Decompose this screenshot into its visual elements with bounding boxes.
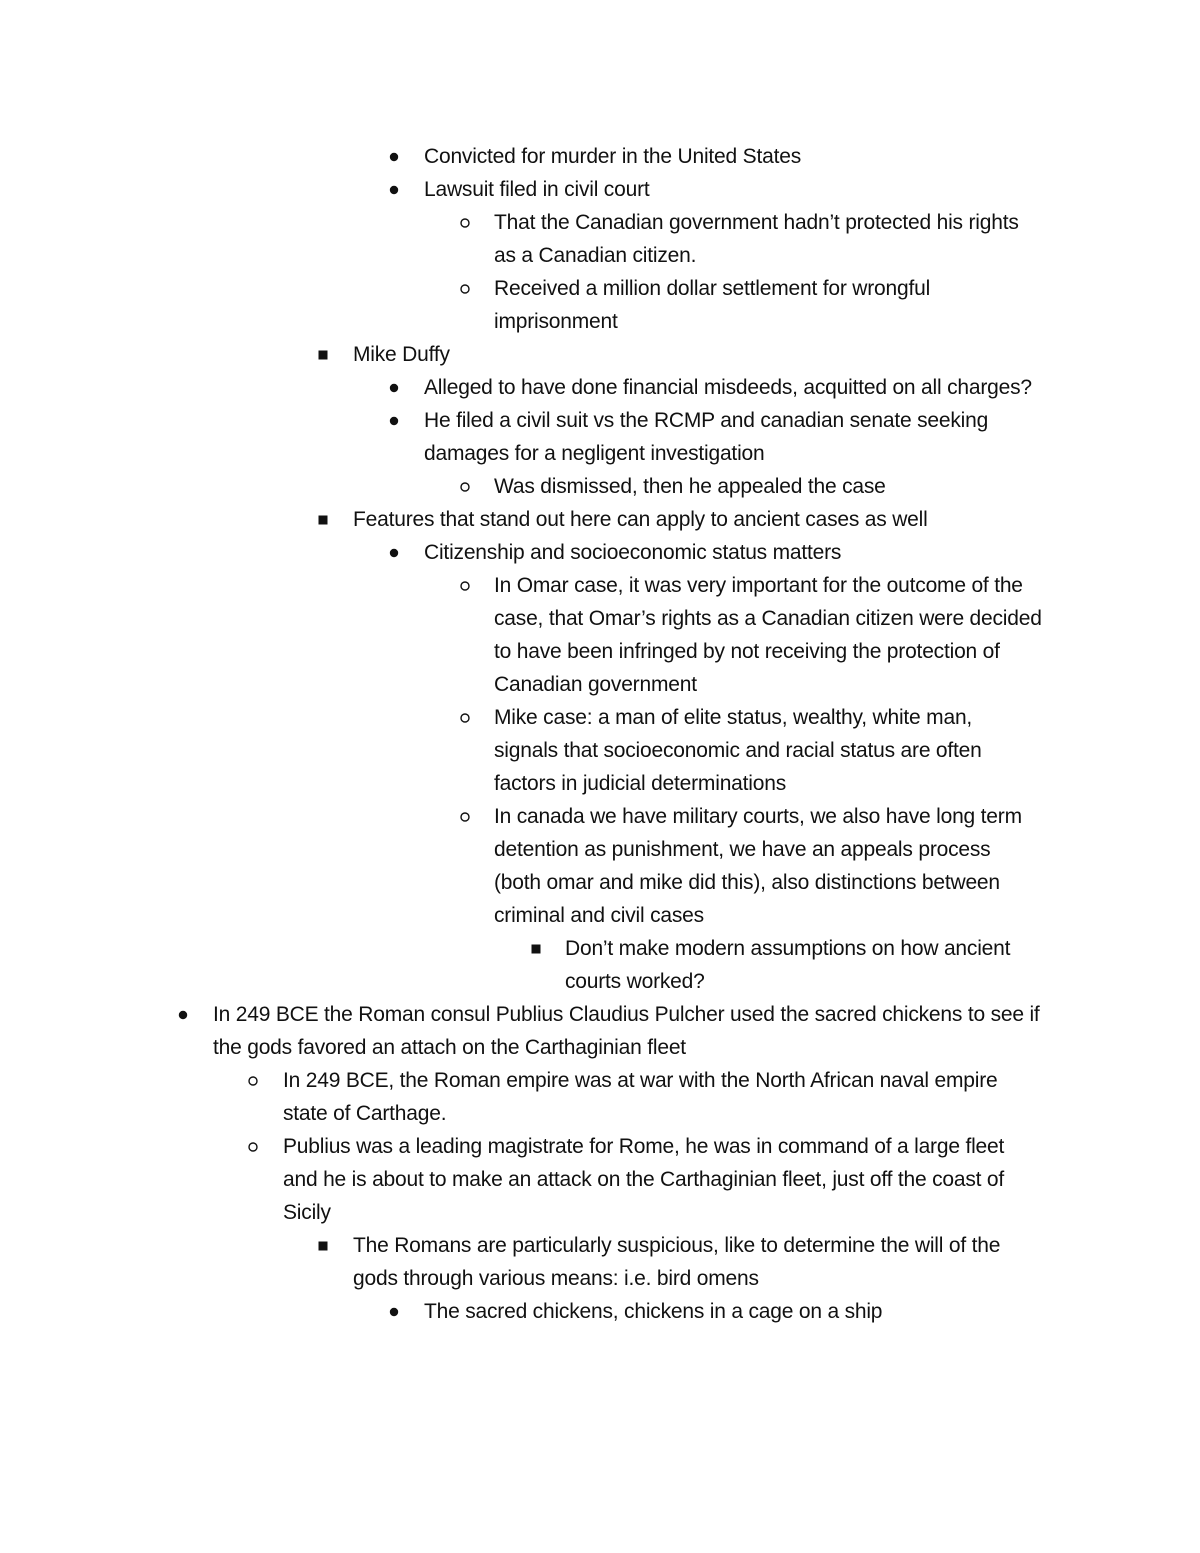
list-item <box>387 1295 1080 1328</box>
text-line: Citizenship and socioeconomic status matters <box>424 541 842 564</box>
list-item <box>387 371 1080 404</box>
bullet-circle-icon <box>458 470 482 503</box>
text-line: In 249 BCE, the Roman empire was at war with the North African naval empire <box>283 1069 998 1092</box>
text-line: Mike case: a man of elite status, wealthy, white man, <box>494 706 973 729</box>
text-line: signals that socioeconomic and racial status are often <box>494 739 982 762</box>
text-line: Received a million dollar settlement for wrongful <box>494 277 931 300</box>
list-item <box>387 404 1080 470</box>
text-line: as a Canadian citizen. <box>494 244 697 267</box>
list-item <box>458 206 1080 272</box>
text-line: courts worked? <box>565 970 705 993</box>
list-item-text <box>353 1229 1080 1295</box>
list-item-text <box>494 206 1080 272</box>
text-line: Convicted for murder in the United States <box>424 145 801 168</box>
list-item-text <box>283 1130 1080 1229</box>
list-item-text <box>283 1064 1080 1130</box>
bullet-circle-icon <box>246 1130 270 1163</box>
list-item-text <box>353 503 1080 536</box>
list-item <box>458 800 1080 932</box>
bullet-dot-icon <box>387 1295 411 1328</box>
list-item-text <box>213 998 1080 1064</box>
list-item-text <box>494 272 1080 338</box>
text-line: state of Carthage. <box>283 1102 447 1125</box>
text-line: In 249 BCE the Roman consul Publius Claudius Pulcher used the sacred chickens to see if <box>213 1003 1040 1026</box>
bullet-circle-icon <box>458 272 482 305</box>
bullet-circle-icon <box>458 701 482 734</box>
list-item <box>316 503 1080 536</box>
text-line: criminal and civil cases <box>494 904 704 927</box>
text-line: Features that stand out here can apply to ancient cases as well <box>353 508 928 531</box>
text-line: (both omar and mike did this), also distinctions between <box>494 871 1000 894</box>
list-item-text <box>424 173 1080 206</box>
list-item <box>176 998 1080 1064</box>
bullet-square-icon <box>316 503 340 536</box>
list-item <box>246 1064 1080 1130</box>
text-line: case, that Omar’s rights as a Canadian citizen were decided <box>494 607 1042 630</box>
list-item <box>246 1130 1080 1229</box>
bullet-circle-icon <box>458 206 482 239</box>
list-item <box>458 701 1080 800</box>
list-item-text <box>494 800 1080 932</box>
list-item <box>387 140 1080 173</box>
text-line: The Romans are particularly suspicious, like to determine the will of the <box>353 1234 1001 1257</box>
bullet-dot-icon <box>387 140 411 173</box>
text-line: Was dismissed, then he appealed the case <box>494 475 886 498</box>
text-line: In Omar case, it was very important for the outcome of the <box>494 574 1023 597</box>
list-item <box>458 272 1080 338</box>
text-line: the gods favored an attach on the Carthaginian fleet <box>213 1036 686 1059</box>
text-line: and he is about to make an attack on the Carthaginian fleet, just off the coast of <box>283 1168 1005 1191</box>
text-line: factors in judicial determinations <box>494 772 787 795</box>
bullet-dot-icon <box>387 371 411 404</box>
list-item <box>458 470 1080 503</box>
text-line: In canada we have military courts, we also have long term <box>494 805 1022 828</box>
text-line: Publius was a leading magistrate for Rome, he was in command of a large fleet <box>283 1135 1005 1158</box>
list-item <box>316 1229 1080 1295</box>
bullet-circle-icon <box>246 1064 270 1097</box>
list-item-text <box>494 569 1080 701</box>
text-line: gods through various means: i.e. bird omens <box>353 1267 759 1290</box>
bullet-dot-icon <box>387 404 411 437</box>
text-line: The sacred chickens, chickens in a cage on a ship <box>424 1300 883 1323</box>
text-line: Alleged to have done financial misdeeds, acquitted on all charges? <box>424 376 1032 399</box>
text-line: imprisonment <box>494 310 618 333</box>
list-item-text <box>424 140 1080 173</box>
bullet-circle-icon <box>458 800 482 833</box>
text-line: He filed a civil suit vs the RCMP and canadian senate seeking <box>424 409 989 432</box>
list-item-text <box>424 404 1080 470</box>
bullet-dot-icon <box>176 998 200 1031</box>
text-line: Sicily <box>283 1201 331 1224</box>
bullet-dot-icon <box>387 173 411 206</box>
list-item-text <box>424 371 1080 404</box>
list-item-text <box>424 536 1080 569</box>
list-item <box>387 173 1080 206</box>
text-line: damages for a negligent investigation <box>424 442 765 465</box>
list-item <box>458 569 1080 701</box>
list-item-text <box>494 701 1080 800</box>
bullet-dot-icon <box>387 536 411 569</box>
bullet-square-icon <box>316 1229 340 1262</box>
text-line: Canadian government <box>494 673 697 696</box>
text-line: Don’t make modern assumptions on how ancient <box>565 937 1011 960</box>
list-item-text <box>353 338 1080 371</box>
list-item-text <box>494 470 1080 503</box>
text-line: to have been infringed by not receiving the protection of <box>494 640 1000 663</box>
bullet-circle-icon <box>458 569 482 602</box>
bullet-square-icon <box>529 932 553 965</box>
list-item-text <box>424 1295 1080 1328</box>
text-line: Mike Duffy <box>353 343 450 366</box>
text-line: That the Canadian government hadn’t protected his rights <box>494 211 1019 234</box>
list-item-text <box>565 932 1080 998</box>
list-item <box>529 932 1080 998</box>
bullet-square-icon <box>316 338 340 371</box>
text-line: Lawsuit filed in civil court <box>424 178 650 201</box>
list-item <box>387 536 1080 569</box>
text-line: detention as punishment, we have an appeals process <box>494 838 991 861</box>
list-item <box>316 338 1080 371</box>
